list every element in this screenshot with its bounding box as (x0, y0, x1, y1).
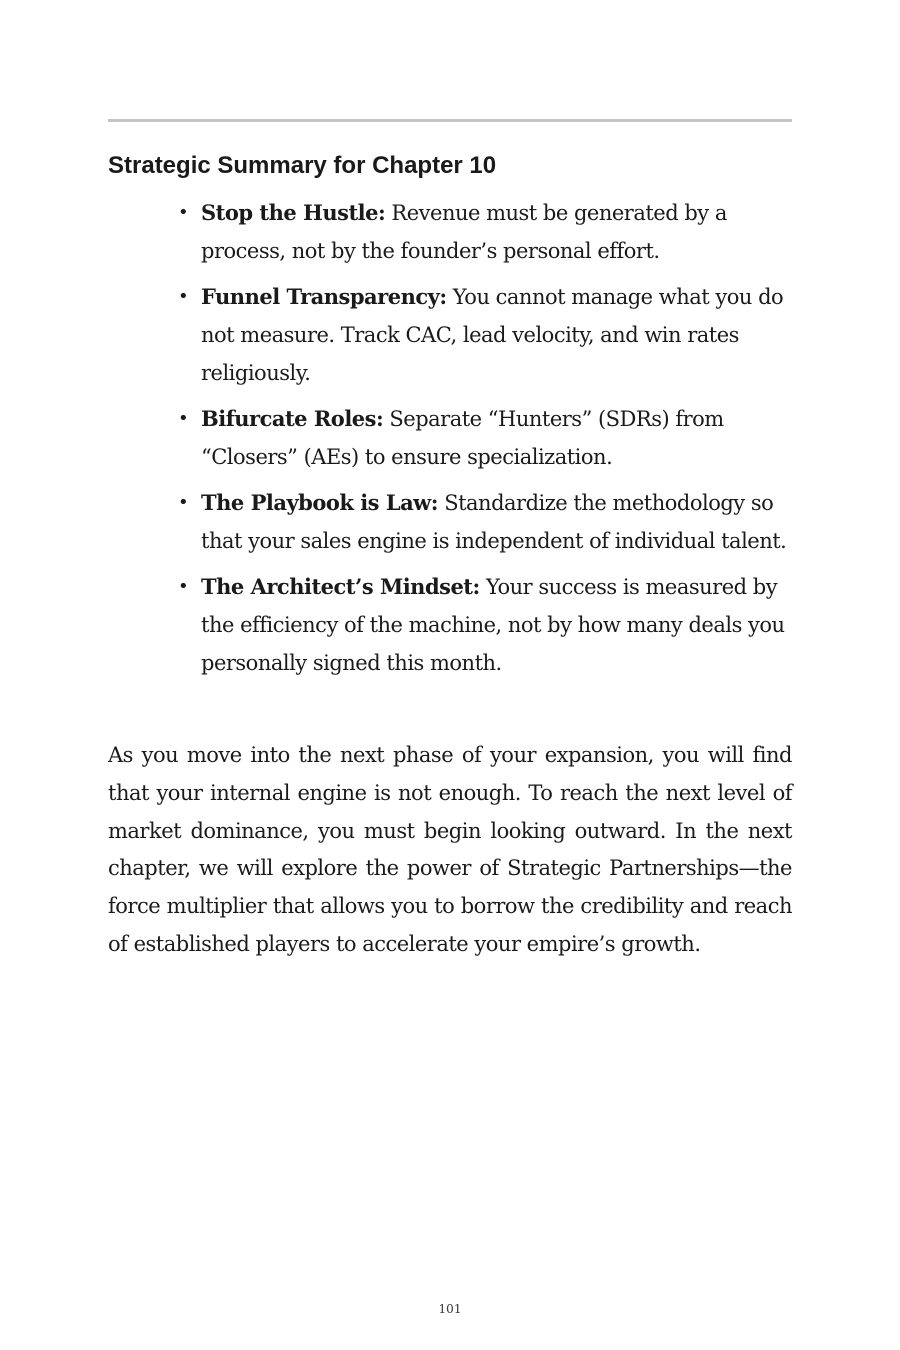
list-item-term: Stop the Hustle: (201, 200, 386, 225)
list-item-text: Revenue must be generated by a process, not by the founder’s personal effort. (201, 201, 727, 263)
list-item-text: Your success is measured by the efficiency of the machine, not by how many deals you personally signed this month. (201, 575, 785, 675)
list-item-text: Separate “Hunters” (SDRs) from “Closers” (AEs) to ensure specialization. (201, 407, 724, 469)
list-item-term: The Architect’s Mindset: (201, 574, 480, 599)
bullet-icon: • (177, 202, 189, 223)
list-item (177, 568, 795, 682)
list-item-term: Bifurcate Roles: (201, 406, 384, 431)
list-item (177, 484, 795, 560)
bullet-icon: • (177, 492, 189, 513)
list-item-term: The Playbook is Law: (201, 490, 439, 515)
list-item-text: Standardize the methodology so that your sales engine is independent of individual talent. (201, 491, 787, 553)
list-item (177, 400, 795, 476)
list-item (177, 194, 795, 270)
top-horizontal-rule (108, 119, 792, 122)
page-number: 101 (438, 1302, 462, 1316)
list-item (177, 278, 795, 392)
bullet-icon: • (177, 408, 189, 429)
summary-bullet-list (177, 194, 795, 690)
list-item-text: You cannot manage what you do not measure. Track CAC, lead velocity, and win rates religiously. (201, 285, 784, 385)
closing-paragraph: As you move into the next phase of your expansion, you will find that your internal engine is not enough. To reach the next level of market dominance, you must begin looking outward. In the next chapter, we will explore the power of Strategic Partnerships—the force multiplier that allows you to borrow the credibility and reach of established players to accelerate your empire’s growth. (108, 743, 792, 956)
section-heading: Strategic Summary for Chapter 10 (108, 152, 497, 179)
list-item-term: Funnel Transparency: (201, 284, 447, 309)
bullet-icon: • (177, 576, 189, 597)
bullet-icon: • (177, 286, 189, 307)
